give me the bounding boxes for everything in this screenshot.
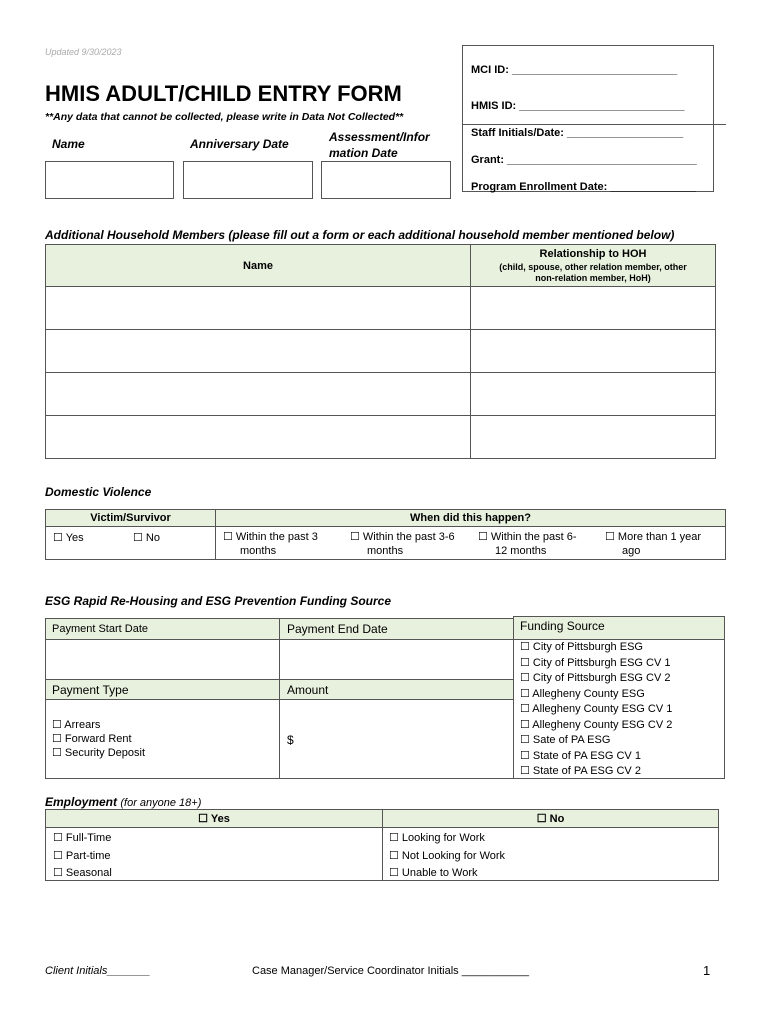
funding-option[interactable]: ☐ City of Pittsburgh ESG CV 2 bbox=[520, 672, 671, 684]
funding-option[interactable]: ☐ State of PA ESG CV 2 bbox=[520, 765, 641, 777]
funding-source-options bbox=[520, 640, 672, 780]
anniversary-date-field[interactable] bbox=[183, 161, 313, 199]
dollar-sign: $ bbox=[287, 733, 294, 747]
household-name-cell[interactable] bbox=[46, 416, 471, 459]
payment-type-forward-rent[interactable]: ☐ Forward Rent bbox=[52, 733, 132, 745]
household-heading: Additional Household Members (please fill out a form or each additional household member mentioned below) bbox=[45, 228, 675, 242]
funding-option[interactable]: ☐ State of PA ESG CV 1 bbox=[520, 749, 641, 762]
dv-yes-checkbox[interactable]: ☐ Yes bbox=[53, 532, 84, 544]
household-name-cell[interactable] bbox=[46, 287, 471, 330]
anniversary-label: Anniversary Date bbox=[190, 137, 289, 151]
dv-within-3-months[interactable]: ☐ Within the past 3 months bbox=[223, 531, 318, 557]
household-table bbox=[45, 244, 716, 459]
payment-type-options bbox=[52, 718, 145, 760]
employment-unable[interactable]: ☐ Unable to Work bbox=[389, 867, 478, 879]
funding-option[interactable]: ☐ Sate of PA ESG bbox=[520, 734, 611, 746]
household-relationship-cell[interactable] bbox=[471, 330, 716, 373]
employment-yes-checkbox[interactable]: ☐ Yes bbox=[198, 813, 230, 825]
assessment-label: Assessment/Infor mation Date bbox=[329, 130, 430, 160]
employment-full-time[interactable]: ☐ Full-Time bbox=[53, 832, 112, 844]
amount-field[interactable] bbox=[279, 699, 514, 779]
dv-more-than-1-year[interactable]: ☐ More than 1 year ago bbox=[605, 531, 702, 557]
assessment-date-field[interactable] bbox=[321, 161, 451, 199]
dv-heading: Domestic Violence bbox=[45, 485, 152, 499]
household-relationship-header: Relationship to HOH (child, spouse, other relation member, other non-relation member, HoH) bbox=[471, 245, 716, 287]
payment-type-arrears[interactable]: ☐ Arrears bbox=[52, 719, 101, 731]
employment-no-checkbox[interactable]: ☐ No bbox=[536, 813, 565, 825]
payment-type-label: Payment Type bbox=[52, 683, 129, 697]
amount-label: Amount bbox=[287, 683, 329, 697]
client-initials-field[interactable]: Client Initials_______ bbox=[45, 965, 151, 977]
funding-option[interactable]: ☐ City of Pittsburgh ESG bbox=[520, 641, 643, 653]
payment-start-label: Payment Start Date bbox=[52, 623, 148, 635]
dv-victim-header: Victim/Survivor bbox=[90, 512, 171, 524]
household-relationship-cell[interactable] bbox=[471, 416, 716, 459]
dv-no-checkbox[interactable]: ☐ No bbox=[133, 532, 160, 544]
employment-not-looking[interactable]: ☐ Not Looking for Work bbox=[389, 849, 506, 862]
employment-yes-options bbox=[53, 830, 112, 883]
payment-end-field[interactable] bbox=[279, 639, 514, 680]
funding-source-label: Funding Source bbox=[520, 619, 605, 633]
name-label: Name bbox=[52, 137, 85, 151]
enrollment-date-field[interactable]: Program Enrollment Date: ______________ bbox=[471, 181, 697, 193]
funding-option[interactable]: ☐ Allegheny County ESG CV 1 bbox=[520, 703, 673, 715]
collection-note: **Any data that cannot be collected, please write in Data Not Collected** bbox=[45, 111, 404, 123]
dv-within-3-6-months[interactable]: ☐ Within the past 3-6 months bbox=[350, 531, 455, 557]
id-box-divider bbox=[462, 124, 726, 125]
employment-part-time[interactable]: ☐ Part-time bbox=[53, 849, 111, 862]
mci-id-field[interactable]: MCI ID: ___________________________ bbox=[471, 64, 678, 76]
funding-option[interactable]: ☐ Allegheny County ESG bbox=[520, 687, 645, 700]
updated-date: Updated 9/30/2023 bbox=[45, 47, 122, 57]
esg-heading: ESG Rapid Re-Housing and ESG Prevention Funding Source bbox=[45, 594, 392, 608]
household-relationship-cell[interactable] bbox=[471, 373, 716, 416]
funding-option[interactable]: ☐ Allegheny County ESG CV 2 bbox=[520, 718, 673, 731]
dv-within-6-12-months[interactable]: ☐ Within the past 6- 12 months bbox=[478, 531, 577, 557]
name-field[interactable] bbox=[45, 161, 174, 199]
household-name-header: Name bbox=[46, 245, 471, 287]
payment-type-security-deposit[interactable]: ☐ Security Deposit bbox=[52, 747, 146, 759]
grant-field[interactable]: Grant: _______________________________ bbox=[471, 154, 697, 166]
payment-start-field[interactable] bbox=[45, 639, 280, 680]
employment-looking[interactable]: ☐ Looking for Work bbox=[389, 832, 485, 844]
employment-no-options bbox=[389, 830, 505, 883]
case-manager-initials-field[interactable]: Case Manager/Service Coordinator Initials ___________ bbox=[252, 965, 530, 977]
household-name-cell[interactable] bbox=[46, 373, 471, 416]
employment-seasonal[interactable]: ☐ Seasonal bbox=[53, 867, 112, 879]
page-title: HMIS ADULT/CHILD ENTRY FORM bbox=[45, 81, 402, 106]
page-number: 1 bbox=[703, 963, 711, 978]
payment-end-label: Payment End Date bbox=[287, 622, 388, 636]
household-name-cell[interactable] bbox=[46, 330, 471, 373]
hmis-id-field[interactable]: HMIS ID: ___________________________ bbox=[471, 100, 685, 112]
dv-when-header: When did this happen? bbox=[410, 512, 531, 524]
staff-initials-field[interactable]: Staff Initials/Date: ___________________ bbox=[471, 127, 684, 139]
funding-option[interactable]: ☐ City of Pittsburgh ESG CV 1 bbox=[520, 656, 671, 669]
household-relationship-cell[interactable] bbox=[471, 287, 716, 330]
employment-heading: Employment (for anyone 18+) bbox=[45, 795, 202, 809]
